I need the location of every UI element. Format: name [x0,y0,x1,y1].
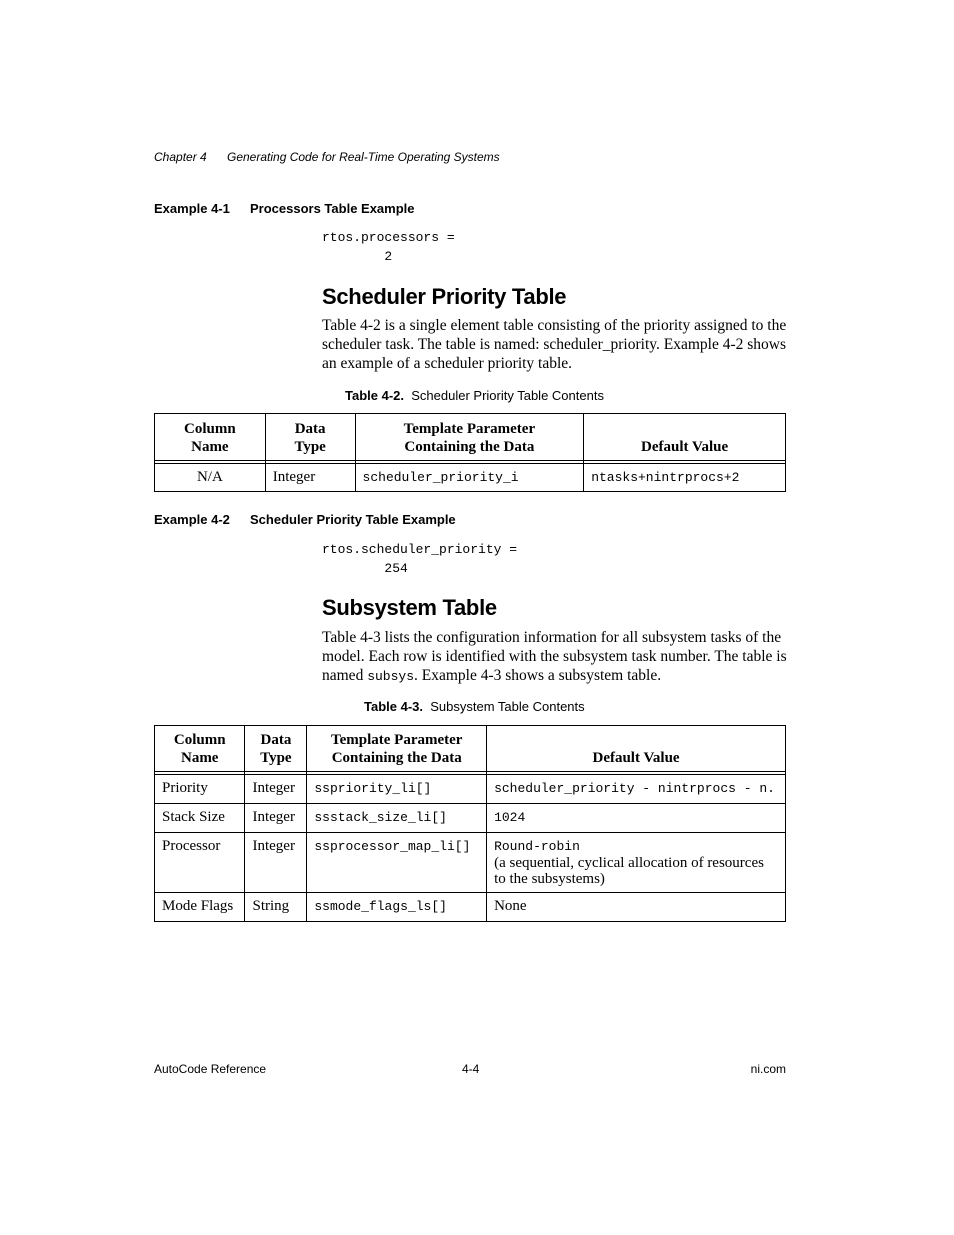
subsystem-table [154,725,786,922]
table-caption-title: Subsystem Table Contents [430,699,585,714]
example-label: Example 4-1 [154,201,230,216]
default-text: (a sequential, cyclical allocation of resources to the subsystems) [494,855,764,887]
header-column-name: Column Name [155,414,266,461]
table-row [155,833,786,893]
cell-default-value: scheduler_priority - nintrprocs - n. [487,775,786,804]
example-label: Example 4-2 [154,512,230,527]
page-number: 4-4 [462,1062,480,1076]
inline-code: subsys [367,669,415,684]
table-caption-title: Scheduler Priority Table Contents [411,388,604,403]
default-code: Round-robin [494,839,580,854]
table-row [155,775,786,804]
scheduler-paragraph: Table 4-2 is a single element table consisting of the priority assigned to the scheduler task. The table is named: scheduler_priority. Example 4-2 shows an example of a scheduler priority table. [322,317,787,372]
cell-column-name: Mode Flags [155,893,245,922]
table-row [155,893,786,922]
footer-right: ni.com [750,1062,786,1076]
subsystem-paragraph: Table 4-3 lists the configuration information for all subsystem tasks of the model. Each row is identified with the subsystem task number. The table is named subsys. Example 4-3 shows a subsystem table. [322,629,787,684]
cell-data-type: Integer [245,804,307,833]
cell-template-parameter: ssmode_flags_ls[] [307,893,487,922]
header-default-value: Default Value [584,414,786,461]
cell-template-parameter: scheduler_priority_i [355,464,584,492]
cell-default-value: None [487,893,786,922]
table-header-row [155,726,786,772]
table-4-3-caption [364,699,585,714]
cell-column-name: Processor [155,833,245,893]
example-4-1-caption [154,201,415,216]
header-template-parameter: Template Parameter Containing the Data [355,414,584,461]
footer-left: AutoCode Reference [154,1062,267,1076]
example-title: Processors Table Example [250,201,415,216]
cell-default-value [487,833,786,893]
section-heading-subsystem: Subsystem Table [322,595,497,620]
cell-template-parameter: ssprocessor_map_li[] [307,833,487,893]
cell-template-parameter: ssstack_size_li[] [307,804,487,833]
cell-column-name: Priority [155,775,245,804]
cell-column-name: N/A [155,464,266,492]
example-4-2-caption [154,512,456,527]
cell-default-value: ntasks+nintrprocs+2 [584,464,786,492]
cell-data-type: String [245,893,307,922]
header-data-type: Data Type [265,414,355,461]
cell-template-parameter: sspriority_li[] [307,775,487,804]
example-4-2-code [322,540,517,578]
cell-data-type: Integer [265,464,355,492]
chapter-title: Generating Code for Real-Time Operating Systems [227,150,500,164]
table-row [155,804,786,833]
cell-column-name: Stack Size [155,804,245,833]
chapter-label: Chapter 4 [154,150,207,164]
cell-data-type: Integer [245,833,307,893]
table-header-row [155,414,786,461]
code-line: 2 [322,249,393,264]
scheduler-priority-table [154,413,786,492]
table-caption-label: Table 4-3. [364,699,424,714]
header-data-type: Data Type [245,726,307,772]
table-row [155,464,786,492]
header-template-parameter: Template Parameter Containing the Data [307,726,487,772]
example-4-1-code [322,228,455,266]
running-header [154,150,500,164]
header-default-value: Default Value [487,726,786,772]
code-line: rtos.scheduler_priority = [322,542,518,557]
table-4-2-caption [345,388,604,403]
example-title: Scheduler Priority Table Example [250,512,456,527]
cell-data-type: Integer [245,775,307,804]
code-line: rtos.processors = [322,230,455,245]
table-caption-label: Table 4-2. [345,388,405,403]
cell-default-value: 1024 [487,804,786,833]
header-column-name: Column Name [155,726,245,772]
code-line: 254 [322,561,408,576]
section-heading-scheduler: Scheduler Priority Table [322,284,567,309]
